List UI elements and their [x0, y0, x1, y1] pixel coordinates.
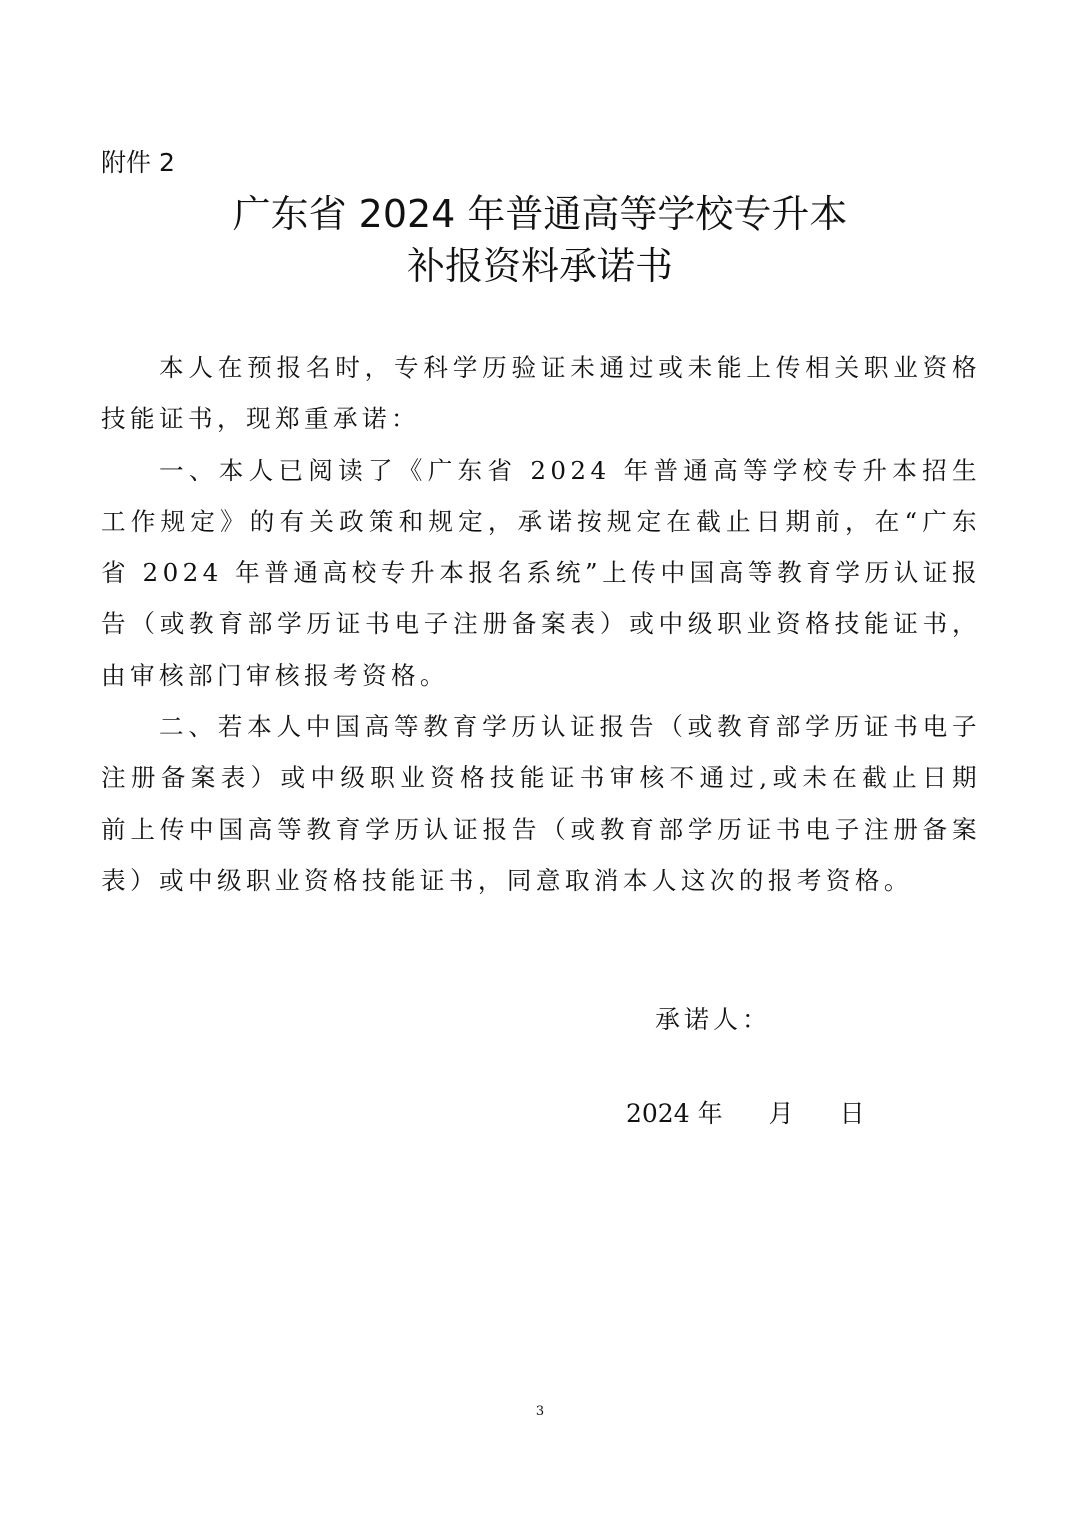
- document-title-line-2: 补报资料承诺书: [406, 244, 673, 288]
- date-day: 日: [839, 1099, 865, 1128]
- date-year: 2024 年: [626, 1099, 723, 1128]
- clause-one-paragraph: 一、本人已阅读了《广东省 2024 年普通高等学校专升本招生工作规定》的有关政策和规定，承诺按规定在截止日期前，在“广东省 2024 年普通高校专升本报名系统”上传中国高等教育学历认证报告（或教育部学历证书电子注册备案表）或中级职业资格技能证书，由审核部门审核报考资格。: [101, 455, 981, 690]
- clause-two-paragraph: 二、若本人中国高等教育学历认证报告（或教育部学历证书电子注册备案表）或中级职业资格技能证书审核不通过,或未在截止日期前上传中国高等教育学历认证报告（或教育部学历证书电子注册备案表）或中级职业资格技能证书，同意取消本人这次的报考资格。: [101, 712, 981, 895]
- attachment-label: 附件 2: [101, 148, 175, 177]
- signer-label: 承诺人：: [655, 1005, 772, 1034]
- document-body: [101, 342, 981, 906]
- page-number: 3: [535, 1404, 545, 1419]
- signature-date: [626, 1094, 865, 1134]
- document-title-line-1: 广东省 2024 年普通高等学校专升本: [232, 192, 848, 236]
- date-month: 月: [768, 1099, 794, 1128]
- intro-paragraph: 本人在预报名时，专科学历验证未通过或未能上传相关职业资格技能证书，现郑重承诺：: [101, 353, 981, 434]
